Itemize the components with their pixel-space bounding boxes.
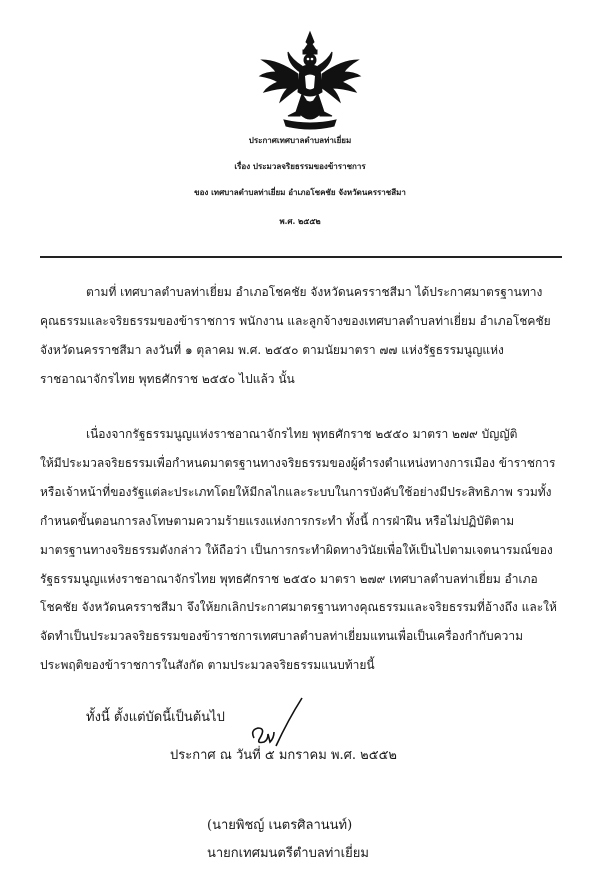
announcement-subject: เรื่อง ประมวลจริยธรรมของข้าราชการ xyxy=(234,161,366,171)
paragraph-2-line: เนื่องจากรัฐธรรมนูญแห่งราชอาณาจักรไทย พุทธศักราช ๒๕๕๐ มาตรา ๒๗๙ บัญญัติ xyxy=(86,427,518,441)
handwritten-signature xyxy=(246,694,306,754)
paragraph-1-line: คุณธรรมและจริยธรรมของข้าราชการ พนักงาน และลูกจ้างของเทศบาลตำบลท่าเยี่ยม อำเภอโชคชัย xyxy=(40,314,551,328)
signatory-name: (นายพิชญ์ เนตรศิลานนท์) xyxy=(207,818,353,833)
paragraph-2-line: กำหนดขั้นตอนการลงโทษตามความร้ายแรงแห่งการกระทำ ทั้งนี้ การฝ่าฝืน หรือไม่ปฏิบัติตาม xyxy=(40,514,515,528)
paragraph-1-line: จังหวัดนครราชสีมา ลงวันที่ ๑ ตุลาคม พ.ศ. ๒๕๕๐ ตามนัยมาตรา ๗๗ แห่งรัฐธรรมนูญแห่ง xyxy=(40,343,504,357)
paragraph-2-line: ให้มีประมวลจริยธรรมเพื่อกำหนดมาตรฐานทางจริยธรรมของผู้ดำรงตำแหน่งทางการเมือง ข้าราชการ xyxy=(40,456,556,470)
paragraph-2-line: มาตรฐานทางจริยธรรมดังกล่าว ให้ถือว่า เป็นการกระทำผิดทางวินัยเพื่อให้เป็นไปตามเจตนารมณ์ของ xyxy=(40,543,553,557)
announcement-date: ประกาศ ณ วันที่ ๕ มกราคม พ.ศ. ๒๕๕๒ xyxy=(170,748,397,763)
paragraph-2-line: รัฐธรรมนูญแห่งราชอาณาจักรไทย พุทธศักราช ๒๕๕๐ มาตรา ๒๗๙ เทศบาลตำบลท่าเยี่ยม อำเภอ xyxy=(40,572,538,586)
paragraph-2-line: ประพฤติของข้าราชการในสังกัด ตามประมวลจริยธรรมแนบท้ายนี้ xyxy=(40,658,375,672)
paragraph-2-line: จัดทำเป็นประมวลจริยธรรมของข้าราชการเทศบาลตำบลท่าเยี่ยมแทนเพื่อเป็นเครื่องกำกับความ xyxy=(40,629,524,643)
announcement-year: พ.ศ. ๒๕๕๒ xyxy=(279,216,321,226)
paragraph-2-line: โชคชัย จังหวัดนครราชสีมา จึงให้ยกเลิกประกาศมาตรฐานทางคุณธรรมและจริยธรรมที่อ้างถึง และให้ xyxy=(40,600,557,614)
signatory-position: นายกเทศมนตรีตำบลท่าเยี่ยม xyxy=(207,846,369,861)
paragraph-1-line: ราชอาณาจักรไทย พุทธศักราช ๒๕๕๐ ไปแล้ว นั้น xyxy=(40,372,295,386)
header-divider xyxy=(40,256,562,258)
announcement-title: ประกาศเทศบาลตำบลท่าเยี่ยม xyxy=(248,135,352,145)
garuda-emblem-icon xyxy=(258,30,362,132)
paragraph-2-line: หรือเจ้าหน้าที่ของรัฐแต่ละประเภทโดยให้มีกลไกและระบบในการบังคับใช้อย่างมีประสิทธิภาพ รวมทั้ง xyxy=(40,485,552,499)
effective-statement: ทั้งนี้ ตั้งแต่บัดนี้เป็นต้นไป xyxy=(86,710,225,725)
announcement-organization: ของ เทศบาลตำบลท่าเยี่ยม อำเภอโชคชัย จังหวัดนครราชสีมา xyxy=(194,187,406,197)
paragraph-1-line: ตามที่ เทศบาลตำบลท่าเยี่ยม อำเภอโชคชัย จังหวัดนครราชสีมา ได้ประกาศมาตรฐานทาง xyxy=(86,285,543,299)
